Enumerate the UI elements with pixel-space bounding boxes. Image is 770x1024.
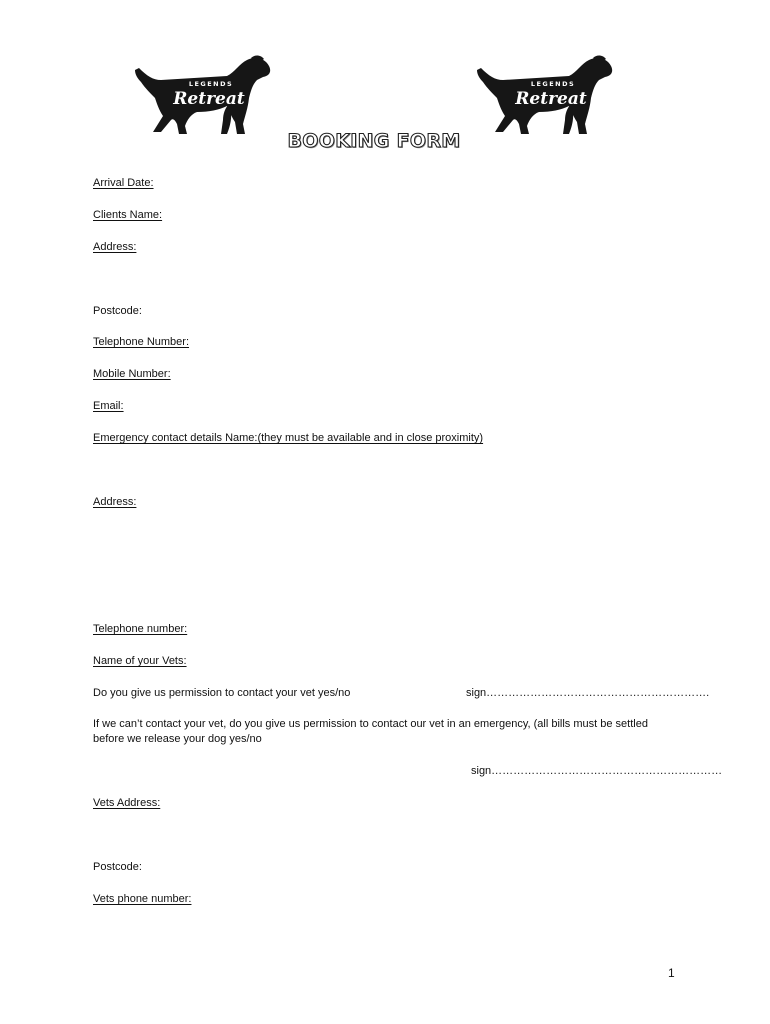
vets-phone-label: Vets phone number: — [93, 893, 192, 905]
legends-retreat-logo — [131, 54, 273, 138]
telephone-number-label: Telephone Number: — [93, 336, 190, 348]
vets-postcode-label: Postcode: — [93, 861, 142, 873]
logo-text-overlay — [473, 54, 615, 138]
legends-retreat-logo — [473, 54, 615, 138]
page-title: BOOKING FORM — [287, 130, 461, 152]
emergency-address-label: Address: — [93, 496, 137, 508]
vet-permission-question: Do you give us permission to contact your vet yes/no — [93, 687, 351, 699]
emergency-telephone-label: Telephone number: — [93, 623, 188, 635]
emergency-contact-label: Emergency contact details Name:(they must be available and in close proximity) — [93, 432, 484, 444]
mobile-number-label: Mobile Number: — [93, 368, 171, 380]
postcode-label: Postcode: — [93, 305, 142, 317]
vet-permission-signature-line: sign……………………………………………………. — [466, 687, 710, 699]
vets-address-label: Vets Address: — [93, 797, 161, 809]
email-label: Email: — [93, 400, 124, 412]
emergency-vet-signature-line: sign……………………………………………………… — [471, 765, 723, 777]
logo-text-overlay — [131, 54, 273, 138]
svg-text:LEGENDS: LEGENDS — [530, 80, 576, 88]
vets-name-label: Name of your Vets: — [93, 655, 187, 667]
svg-text:Retreat: Retreat — [515, 89, 587, 109]
svg-text:Retreat: Retreat — [173, 89, 245, 109]
emergency-vet-permission-question: If we can’t contact your vet, do you give us permission to contact our vet in an emergency, (all bills must be settled before we release your dog yes/no — [93, 718, 648, 745]
arrival-date-label: Arrival Date: — [93, 177, 154, 189]
svg-text:LEGENDS: LEGENDS — [188, 80, 234, 88]
address-label: Address: — [93, 241, 137, 253]
page-number: 1 — [668, 966, 675, 980]
clients-name-label: Clients Name: — [93, 209, 163, 221]
